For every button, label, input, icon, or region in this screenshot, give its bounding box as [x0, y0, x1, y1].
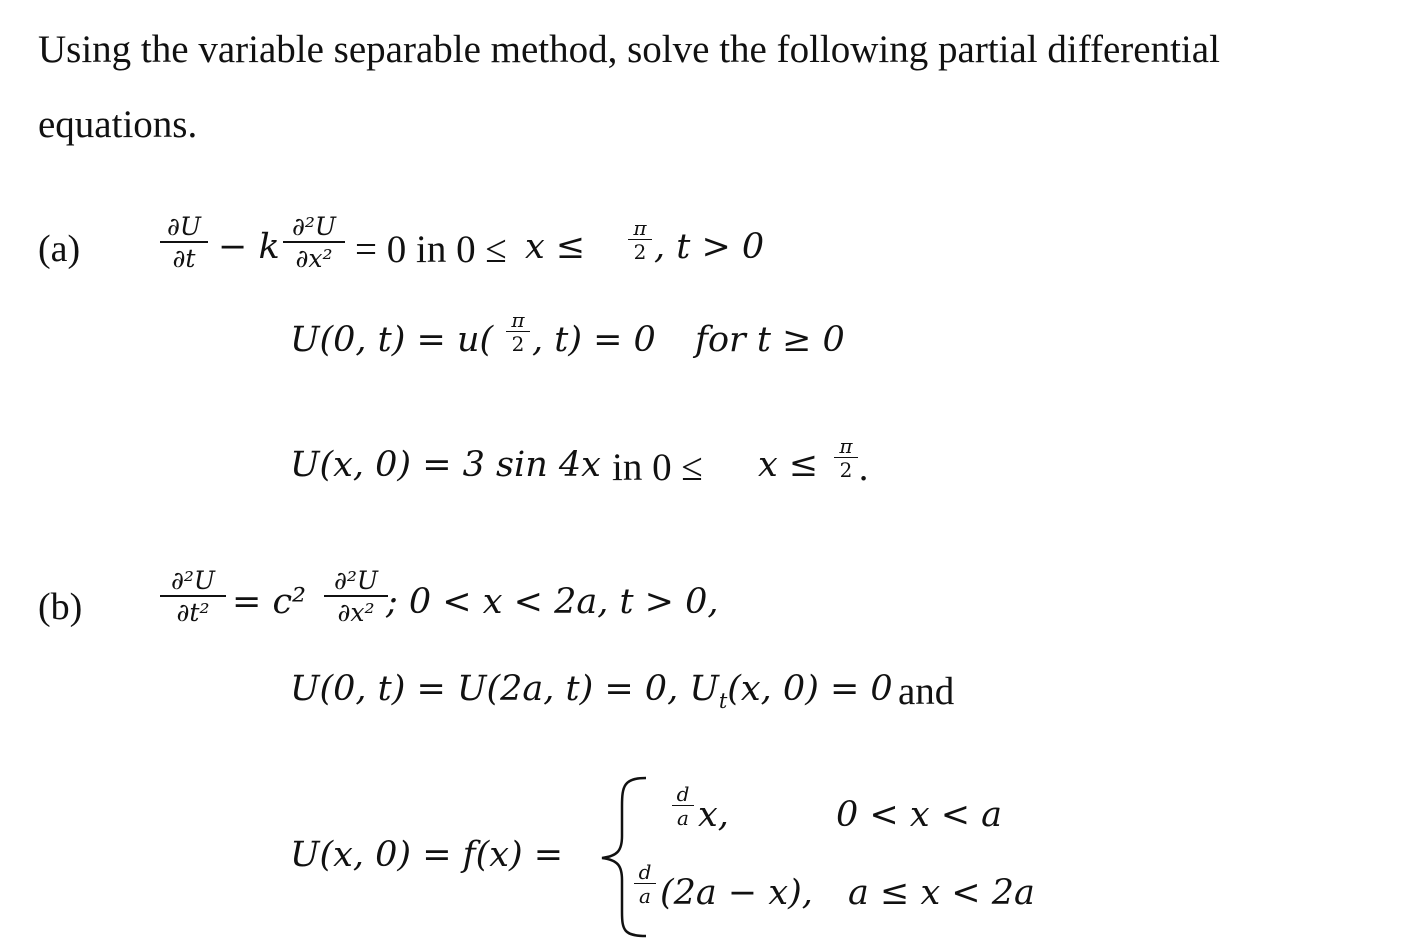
bc-lhs: U(0, t) = u(	[290, 320, 494, 360]
fraction-bar	[283, 241, 345, 243]
instruction-line-2: equations.	[38, 103, 198, 146]
domain-condition: ; 0 < x < 2a, t > 0,	[386, 582, 719, 622]
pi-over-2-fraction	[834, 436, 858, 480]
part-a-label: (a)	[38, 228, 81, 270]
fraction-denominator: ∂t²	[176, 598, 210, 627]
bc-main: U(0, t) = U(2a, t) = 0, U	[290, 669, 719, 709]
fraction-bar	[160, 241, 208, 243]
fraction-numerator: ∂U	[167, 212, 201, 241]
d2u-dx2-fraction	[283, 214, 345, 271]
fraction-denominator: 2	[633, 240, 647, 264]
x-le: x ≤	[758, 445, 819, 485]
bc-tail: (x, 0) = 0	[727, 669, 893, 709]
d-over-a-fraction	[634, 862, 656, 906]
bc-rhs: , t) = 0	[532, 320, 656, 360]
ic-lhs: U(x, 0) = 3 sin 4x	[290, 445, 601, 485]
fraction-denominator: a	[677, 806, 689, 830]
equals-c-squared: = c²	[232, 582, 307, 622]
fraction-denominator: 2	[511, 332, 525, 356]
pi-over-2-fraction	[506, 310, 530, 354]
fraction-numerator: d	[638, 860, 652, 884]
fraction-numerator: ∂²U	[333, 566, 379, 595]
du-dt-fraction	[160, 214, 208, 271]
fraction-denominator: ∂t	[172, 244, 196, 273]
case-2-expression: (2a − x),	[660, 873, 813, 913]
case-1-expression: x,	[698, 795, 729, 835]
fraction-bar	[324, 595, 388, 597]
fraction-denominator: ∂x²	[295, 244, 333, 273]
case-1-condition: 0 < x < a	[836, 795, 1003, 835]
pi-over-2-fraction	[628, 218, 652, 262]
case-2-condition: a ≤ x < 2a	[848, 873, 1035, 913]
d-over-a-fraction	[672, 784, 694, 828]
fraction-numerator: d	[676, 782, 690, 806]
d2u-dx2-fraction	[324, 568, 388, 625]
left-brace	[594, 772, 664, 942]
bc-and: and	[898, 670, 955, 713]
bc-condition: for t ≥ 0	[695, 320, 845, 360]
ic-period: .	[858, 449, 870, 489]
fraction-denominator: 2	[839, 458, 853, 482]
equals-zero-in: = 0 in 0 ≤	[355, 228, 507, 271]
part-b-label: (b)	[38, 586, 83, 628]
instruction-line-1: Using the variable separable method, solve the following partial differential	[38, 28, 1220, 71]
fraction-numerator: π	[633, 216, 647, 240]
subscript-t: t	[718, 689, 728, 713]
t-positive: , t > 0	[654, 227, 765, 267]
fraction-numerator: ∂²U	[170, 566, 216, 595]
fraction-denominator: ∂x²	[337, 598, 375, 627]
fraction-denominator: a	[639, 884, 651, 908]
d2u-dt2-fraction	[160, 568, 226, 625]
minus-k: − k	[218, 227, 280, 267]
fraction-numerator: π	[511, 308, 525, 332]
fraction-bar	[160, 595, 226, 597]
x-le: x ≤	[525, 227, 586, 267]
ic-lhs: U(x, 0) = f(x) =	[290, 835, 564, 875]
bc-text	[290, 669, 893, 713]
fraction-numerator: ∂²U	[291, 212, 337, 241]
ic-in: in 0 ≤	[612, 446, 703, 489]
fraction-numerator: π	[839, 434, 853, 458]
